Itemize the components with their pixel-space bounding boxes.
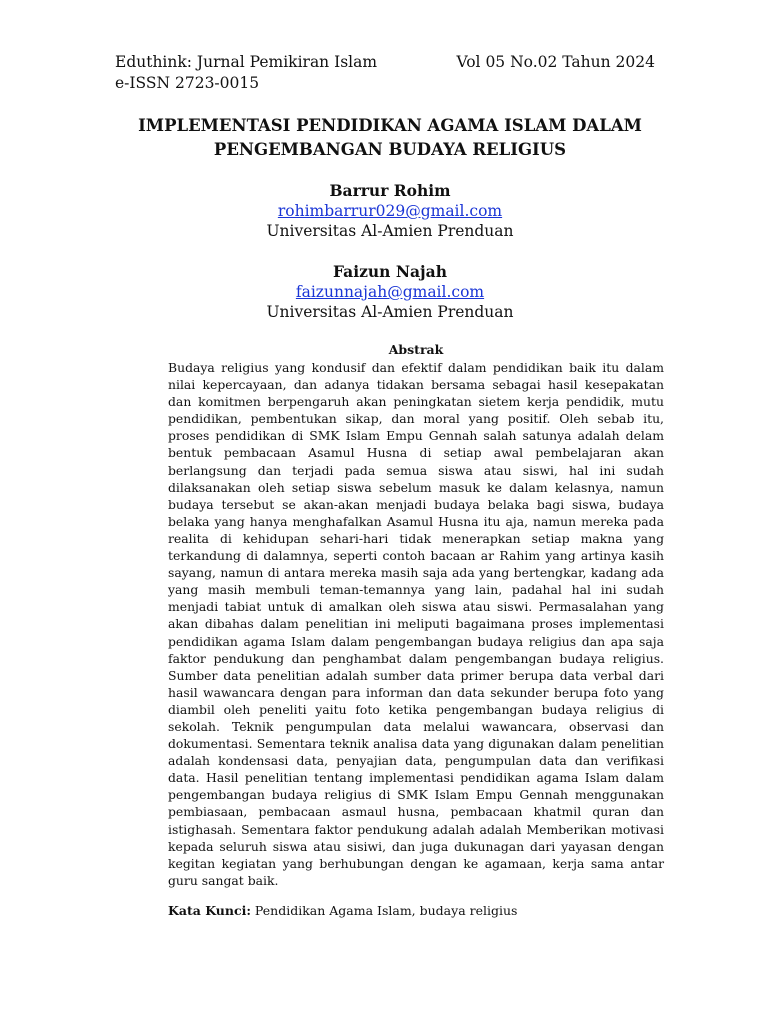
keywords-label: Kata Kunci: <box>168 903 251 918</box>
author-email-link[interactable]: rohimbarrur029@gmail.com <box>277 202 503 220</box>
title-line-2: PENGEMBANGAN BUDAYA RELIGIUS <box>213 140 567 159</box>
author-name: Barrur Rohim <box>329 181 451 200</box>
title-line-1: IMPLEMENTASI PENDIDIKAN AGAMA ISLAM DALAM <box>138 116 642 135</box>
paper-title <box>100 114 680 162</box>
author-affiliation: Universitas Al-Amien Prenduan <box>266 303 514 321</box>
author-name: Faizun Najah <box>333 262 447 281</box>
author-block-2 <box>140 262 640 322</box>
keywords <box>168 903 664 918</box>
journal-header <box>115 52 655 94</box>
author-block-1 <box>140 181 640 241</box>
author-email-link[interactable]: faizunnajah@gmail.com <box>295 283 485 301</box>
abstract-text: Budaya religius yang kondusif dan efektif dalam pendidikan baik itu dalam nilai kepercayaan, dan adanya tidakan bersama sebagai hasil kesepakatan dan komitmen berpengaruh akan peningkatan sietem kerja pendidik, mutu pendidikan, pembentukan sikap, dan moral yang positif. Oleh sebab itu, proses pendidikan di SMK Islam Empu Gennah salah satunya adalah delam bentuk pembacaan Asamul Husna di setiap awal pembelajaran akan berlangsung dan terjadi pada semua siswa atau siswi, hal ini sudah dilaksanakan oleh setiap siswa sebelum masuk ke dalam kelasnya, namun budaya tersebut se akan-akan menjadi budaya belaka bagi siswa, budaya belaka yang hanya menghafalkan Asamul Husna itu aja, namun mereka pada realita di kehidupan sehari-hari tidak menerapkan setiap makna yang terkandung di dalamnya, seperti contoh bacaan ar Rahim yang artinya kasih sayang, namun di antara mereka masih saja ada yang bertengkar, kadang ada yang masih membuli teman-temannya yang lain, padahal hal ini sudah menjadi tabiat untuk di amalkan oleh siswa atau siswi. Permasalahan yang akan dibahas dalam penelitian ini meliputi bagaimana proses implementasi pendidikan agama Islam dalam pengembangan budaya religius dan apa saja faktor pendukung dan penghambat dalam pengembangan budaya religius. Sumber data penelitian adalah sumber data primer berupa data verbal dari hasil wawancara dengan para informan dan data sekunder berupa foto yang diambil oleh peneliti yaitu foto ketika pengembangan budaya religius di sekolah. Teknik pengumpulan data melalui wawancara, observasi dan dokumentasi. Sementara teknik analisa data yang digunakan dalam penelitian adalah kondensasi data, penyajian data, pengumpulan data dan verifikasi data. Hasil penelitian tentang implementasi pendidikan agama Islam dalam pengembangan budaya religius di SMK Islam Empu Gennah menggunakan pembiasaan, pembacaan asmaul husna, pembacaan khatmil quran dan istighasah. Sementara faktor pendukung adalah adalah Memberikan motivasi kepada seluruh siswa atau sisiwi, dan juga dukunagan dari yayasan dengan kegitan kegiatan yang berhubungan dengan ke agamaan, kerja sama antar guru sangat baik. <box>168 360 664 888</box>
author-affiliation: Universitas Al-Amien Prenduan <box>266 222 514 240</box>
journal-issue: Vol 05 No.02 Tahun 2024 <box>456 53 655 71</box>
journal-name: Eduthink: Jurnal Pemikiran Islam <box>115 53 378 71</box>
abstract-heading: Abstrak <box>388 342 444 357</box>
keywords-text: Pendidikan Agama Islam, budaya religius <box>254 903 518 918</box>
journal-issn: e-ISSN 2723-0015 <box>115 74 260 92</box>
